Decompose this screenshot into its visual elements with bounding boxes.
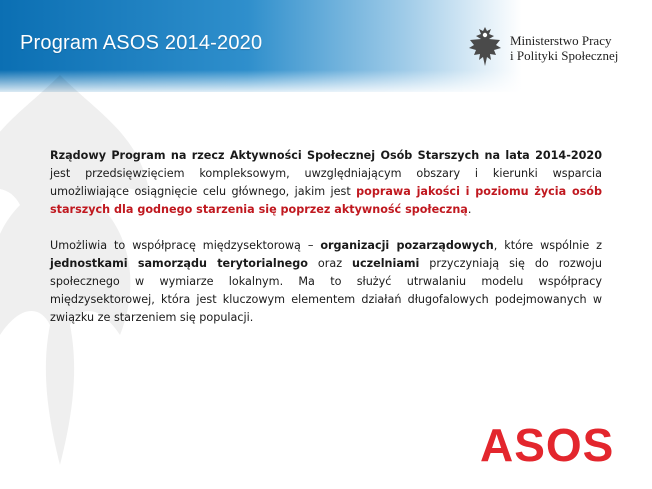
body-text [50, 147, 602, 345]
paragraph-2 [50, 237, 602, 327]
ministry-line-2: i Polityki Społecznej [510, 48, 619, 63]
paragraph-1-end: . [467, 203, 472, 216]
main-goal-highlight: poprawa jakości i poziomu życia osób starszych dla godnego starzenia się poprzez aktywność społeczną [50, 185, 602, 216]
ministry-name [510, 33, 640, 63]
paragraph-2-text-a: Umożliwia to współpracę międzysektorową – [50, 239, 321, 252]
local-government-highlight: jednostkami samorządu terytorialnego [50, 257, 308, 270]
ministry-logo [466, 24, 636, 74]
paragraph-1 [50, 147, 602, 219]
paragraph-2-text-c: oraz [307, 257, 352, 270]
paragraph-1-text: jest przedsięwzięciem kompleksowym, uwzględniającym obszary i kierunki wsparcia umożliwiające osiągnięcie celu głównego, jakim jest [50, 167, 602, 198]
program-name: Rządowy Program na rzecz Aktywności Społecznej Osób Starszych na lata 2014-2020 [50, 149, 602, 162]
paragraph-2-text-d: przyczyniają się do rozwoju społecznego w wymiarze lokalnym. Ma to służyć utrwalaniu modelu współpracy międzysektorowej, która jest kluczowym elementem działań długofalowych podejmowanych w związku ze starzeniem się populacji. [50, 257, 602, 324]
polish-eagle-icon [466, 24, 504, 70]
universities-highlight: uczelniami [352, 257, 420, 270]
asos-logo: ASOS [480, 419, 615, 471]
slide-title: Program ASOS 2014-2020 [20, 32, 263, 54]
ngo-highlight: organizacji pozarządowych [320, 239, 494, 252]
ministry-line-1: Ministerstwo Pracy [510, 33, 612, 48]
paragraph-2-text-b: , które wspólnie z [493, 239, 602, 252]
